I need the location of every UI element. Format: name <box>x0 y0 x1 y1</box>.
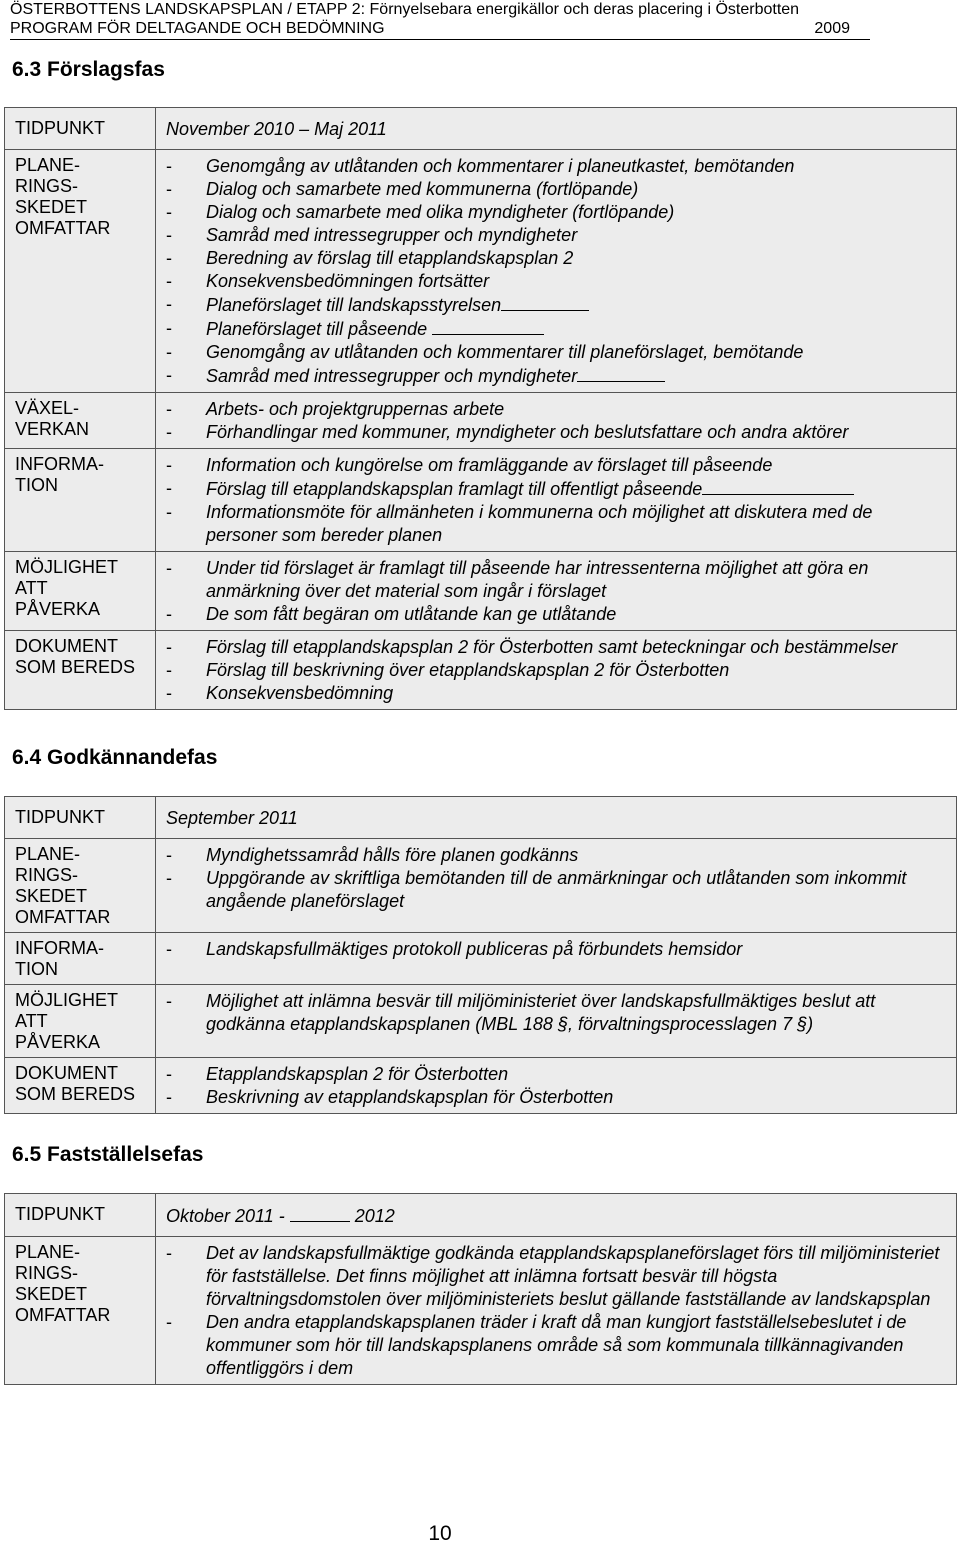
list-item: - Planeförslaget till landskapsstyrelsen <box>166 293 948 317</box>
time-label: TIDPUNKT <box>5 1194 156 1237</box>
row-label: DOKUMENT SOM BEREDS <box>5 631 156 710</box>
row-planeringsskedet <box>5 839 957 933</box>
row-content <box>156 552 957 631</box>
row-content <box>156 1058 957 1114</box>
section-title-6-4: 6.4 Godkännandefas <box>12 746 218 769</box>
header-program-title <box>10 19 870 40</box>
list-item: - Konsekvensbedömning <box>166 682 948 705</box>
fill-in-blank <box>501 293 589 311</box>
row-information <box>5 449 957 552</box>
list-item: - Myndighetssamråd hålls före planen godkänns <box>166 844 948 867</box>
row-dokument <box>5 1058 957 1114</box>
list-item: - Etapplandskapsplan 2 för Österbotten <box>166 1063 948 1086</box>
time-label: TIDPUNKT <box>5 108 156 150</box>
list-item: - Information och kungörelse om framläggande av förslaget till påseende <box>166 454 948 477</box>
row-label: PLANE- RINGS- SKEDET OMFATTAR <box>5 839 156 933</box>
list-item: - Arbets- och projektgruppernas arbete <box>166 398 948 421</box>
list-item: - Informationsmöte för allmänheten i kommunerna och möjlighet att diskutera med de personer som bereder planen <box>166 501 948 547</box>
row-content <box>156 150 957 393</box>
fill-in-blank <box>702 477 854 495</box>
row-planeringsskedet <box>5 150 957 393</box>
list-item: - Förslag till etapplandskapsplan framlagt till offentligt påseende <box>166 477 948 501</box>
time-label: TIDPUNKT <box>5 797 156 839</box>
list-item: - Planeförslaget till påseende <box>166 317 948 341</box>
row-label: MÖJLIGHET ATT PÅVERKA <box>5 985 156 1058</box>
list-item: - Samråd med intressegrupper och myndigheter <box>166 224 948 247</box>
list-item: - Den andra etapplandskapsplanen träder i kraft då man kungjort fastställelsebeslutet i de kommuner som hör till landskapsplanens område så som kommunala tillkännagivanden offentliggörs i dem <box>166 1311 948 1380</box>
row-content <box>156 985 957 1058</box>
time-row <box>5 1194 957 1237</box>
row-content <box>156 449 957 552</box>
row-content <box>156 933 957 985</box>
time-value-start: Oktober 2011 - <box>166 1206 285 1226</box>
row-label: MÖJLIGHET ATT PÅVERKA <box>5 552 156 631</box>
fill-in-blank <box>290 1204 350 1222</box>
time-value <box>156 1194 957 1237</box>
list-item: - Dialog och samarbete med olika myndigheter (fortlöpande) <box>166 201 948 224</box>
list-item: - Samråd med intressegrupper och myndigheter <box>166 364 948 388</box>
row-content <box>156 1237 957 1385</box>
list-item: - Landskapsfullmäktiges protokoll publiceras på förbundets hemsidor <box>166 938 948 961</box>
time-row <box>5 108 957 150</box>
row-label: VÄXEL- VERKAN <box>5 393 156 449</box>
row-label: INFORMA- TION <box>5 449 156 552</box>
page-header <box>10 0 870 40</box>
header-year: 2009 <box>814 20 850 37</box>
list-item: - Förhandlingar med kommuner, myndigheter och beslutsfattare och andra aktörer <box>166 421 948 444</box>
fill-in-blank <box>432 317 544 335</box>
row-content <box>156 631 957 710</box>
row-label: INFORMA- TION <box>5 933 156 985</box>
section-title-6-5: 6.5 Fastställelsefas <box>12 1143 204 1166</box>
page-number: 10 <box>428 1522 452 1545</box>
time-value-end: 2012 <box>354 1206 395 1226</box>
header-document-title: ÖSTERBOTTENS LANDSKAPSPLAN / ETAPP 2: Förnyelsebara energikällor och deras placering i Österbotten <box>10 1 800 18</box>
list-item: - Förslag till etapplandskapsplan 2 för Österbotten samt beteckningar och bestämmelser <box>166 636 948 659</box>
row-mojlighet <box>5 985 957 1058</box>
row-vaxelverkan <box>5 393 957 449</box>
list-item: - Möjlighet att inlämna besvär till miljöministeriet över landskapsfullmäktiges beslut att godkänna etapplandskapsplanen (MBL 188 §, förvaltningsprocesslagen 7 §) <box>166 990 948 1036</box>
row-content <box>156 839 957 933</box>
row-label: PLANE- RINGS- SKEDET OMFATTAR <box>5 150 156 393</box>
time-row <box>5 797 957 839</box>
list-item: - Uppgörande av skriftliga bemötanden till de anmärkningar och utlåtanden som inkommit angående planeförslaget <box>166 867 948 913</box>
list-item: - Genomgång av utlåtanden och kommentarer till planeförslaget, bemötande <box>166 341 948 364</box>
row-dokument <box>5 631 957 710</box>
phase-table-6-3 <box>4 107 957 710</box>
list-item: - Konsekvensbedömningen fortsätter <box>166 270 948 293</box>
list-item: - Beskrivning av etapplandskapsplan för Österbotten <box>166 1086 948 1109</box>
fill-in-blank <box>577 364 665 382</box>
list-item: - Beredning av förslag till etapplandskapsplan 2 <box>166 247 948 270</box>
section-title-6-3: 6.3 Förslagsfas <box>12 58 165 81</box>
row-information <box>5 933 957 985</box>
row-content <box>156 393 957 449</box>
list-item: - Det av landskapsfullmäktige godkända etapplandskapsplaneförslaget förs till miljöministeriet för fastställelse. Det finns möjlighet att inlämna fortsatt besvär till högsta förvaltningsdomstolen över miljöministeriets beslut gällande fastställande av landskapsplan <box>166 1242 948 1311</box>
row-label: DOKUMENT SOM BEREDS <box>5 1058 156 1114</box>
row-label: PLANE- RINGS- SKEDET OMFATTAR <box>5 1237 156 1385</box>
row-mojlighet <box>5 552 957 631</box>
row-planeringsskedet <box>5 1237 957 1385</box>
phase-table-6-5 <box>4 1193 957 1385</box>
phase-table-6-4 <box>4 796 957 1114</box>
list-item: - Förslag till beskrivning över etapplandskapsplan 2 för Österbotten <box>166 659 948 682</box>
time-value: September 2011 <box>156 797 957 839</box>
list-item: - Dialog och samarbete med kommunerna (fortlöpande) <box>166 178 948 201</box>
list-item: - De som fått begäran om utlåtande kan ge utlåtande <box>166 603 948 626</box>
list-item: - Under tid förslaget är framlagt till påseende har intressenterna möjlighet att göra en anmärkning över det material som ingår i förslaget <box>166 557 948 603</box>
time-value: November 2010 – Maj 2011 <box>156 108 957 150</box>
list-item: - Genomgång av utlåtanden och kommentarer i planeutkastet, bemötanden <box>166 155 948 178</box>
header-program-label: PROGRAM FÖR DELTAGANDE OCH BEDÖMNING <box>10 20 385 37</box>
